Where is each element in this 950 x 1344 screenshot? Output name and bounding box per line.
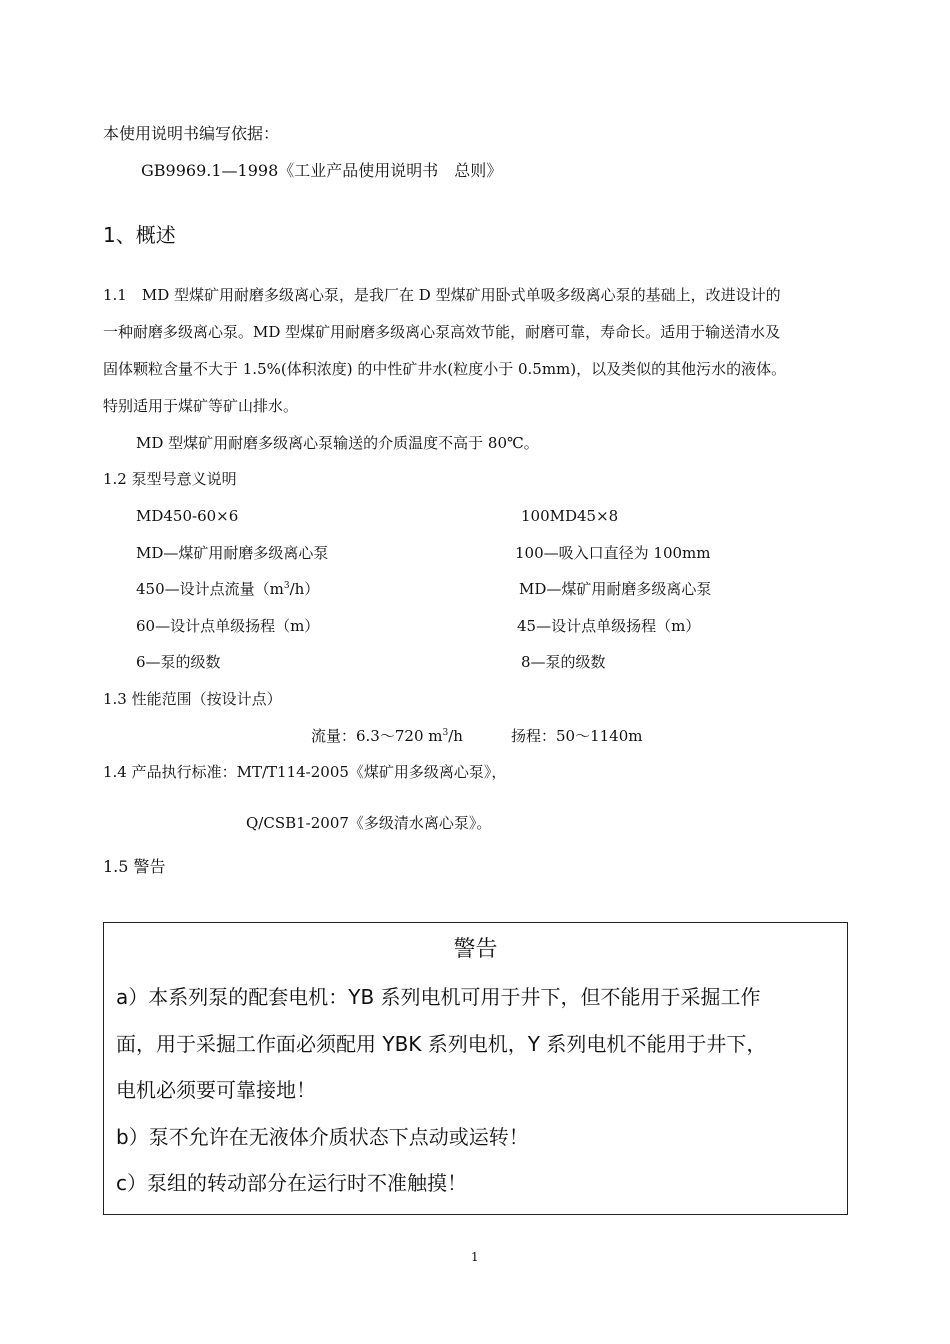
page-number: 1 <box>471 1250 479 1264</box>
section-title: 1、概述 <box>103 223 176 247</box>
paragraph-line: 1.1 MD 型煤矿用耐磨多级离心泵，是我厂在 D 型煤矿用卧式单吸多级离心泵的基础上，改进设计的 <box>103 286 781 304</box>
model-meaning: 8—泵的级数 <box>521 653 606 671</box>
warning-line: b）泵不允许在无液体介质状态下点动或运转！ <box>116 1125 529 1149</box>
warning-title: 警告 <box>453 937 498 962</box>
warning-line: c）泵组的转动部分在运行时不准触摸！ <box>116 1171 467 1195</box>
temperature-note: MD 型煤矿用耐磨多级离心泵输送的介质温度不高于 80℃。 <box>136 434 539 452</box>
subsection-1-2-title: 1.2 泵型号意义说明 <box>103 470 237 488</box>
warning-line: 面，用于采掘工作面必须配用 YBK 系列电机，Y 系列电机不能用于井下， <box>116 1032 767 1056</box>
paragraph-line: 一种耐磨多级离心泵。MD 型煤矿用耐磨多级离心泵高效节能，耐磨可靠，寿命长。适用于输送清水及 <box>103 323 781 341</box>
warning-line: 电机必须要可靠接地！ <box>116 1078 316 1102</box>
model-code: MD450-60×6 <box>136 507 239 525</box>
model-meaning: MD—煤矿用耐磨多级离心泵 <box>519 580 712 598</box>
warning-box <box>103 922 848 1215</box>
basis-heading: 本使用说明书编写依据： <box>103 124 280 143</box>
model-meaning: 100—吸入口直径为 100mm <box>515 544 711 562</box>
standards-line-1: 1.4 产品执行标准：MT/T114-2005《煤矿用多级离心泵》， <box>103 763 507 781</box>
flow-range: 流量：6.3～720 $m^3/h$ <box>311 727 463 745</box>
head-range: 扬程：50～1140m <box>511 727 643 745</box>
model-meaning: 60—设计点单级扬程（m） <box>136 617 320 635</box>
paragraph-line: 特别适用于煤矿等矿山排水。 <box>103 397 299 415</box>
model-meaning: MD—煤矿用耐磨多级离心泵 <box>136 544 329 562</box>
paragraph-line: 固体颗粒含量不大于 1.5%(体积浓度) 的中性矿井水(粒度小于 0.5mm)，以及类似的其他污水的液体。 <box>103 360 787 378</box>
subsection-1-5-title: 1.5 警告 <box>103 857 166 876</box>
subsection-1-3-title: 1.3 性能范围（按设计点） <box>103 690 282 708</box>
standards-line-2: Q/CSB1-2007《多级清水离心泵》。 <box>246 814 492 832</box>
model-meaning: 45—设计点单级扬程（m） <box>517 617 701 635</box>
model-meaning: 6—泵的级数 <box>136 653 221 671</box>
model-code: 100MD45×8 <box>521 507 619 525</box>
warning-line: a）本系列泵的配套电机：YB 系列电机可用于井下，但不能用于采掘工作 <box>116 985 761 1009</box>
model-meaning: 450—设计点流量$(m^3/h)$ <box>136 580 320 598</box>
basis-standard: GB9969.1—1998《工业产品使用说明书 总则》 <box>141 161 503 180</box>
